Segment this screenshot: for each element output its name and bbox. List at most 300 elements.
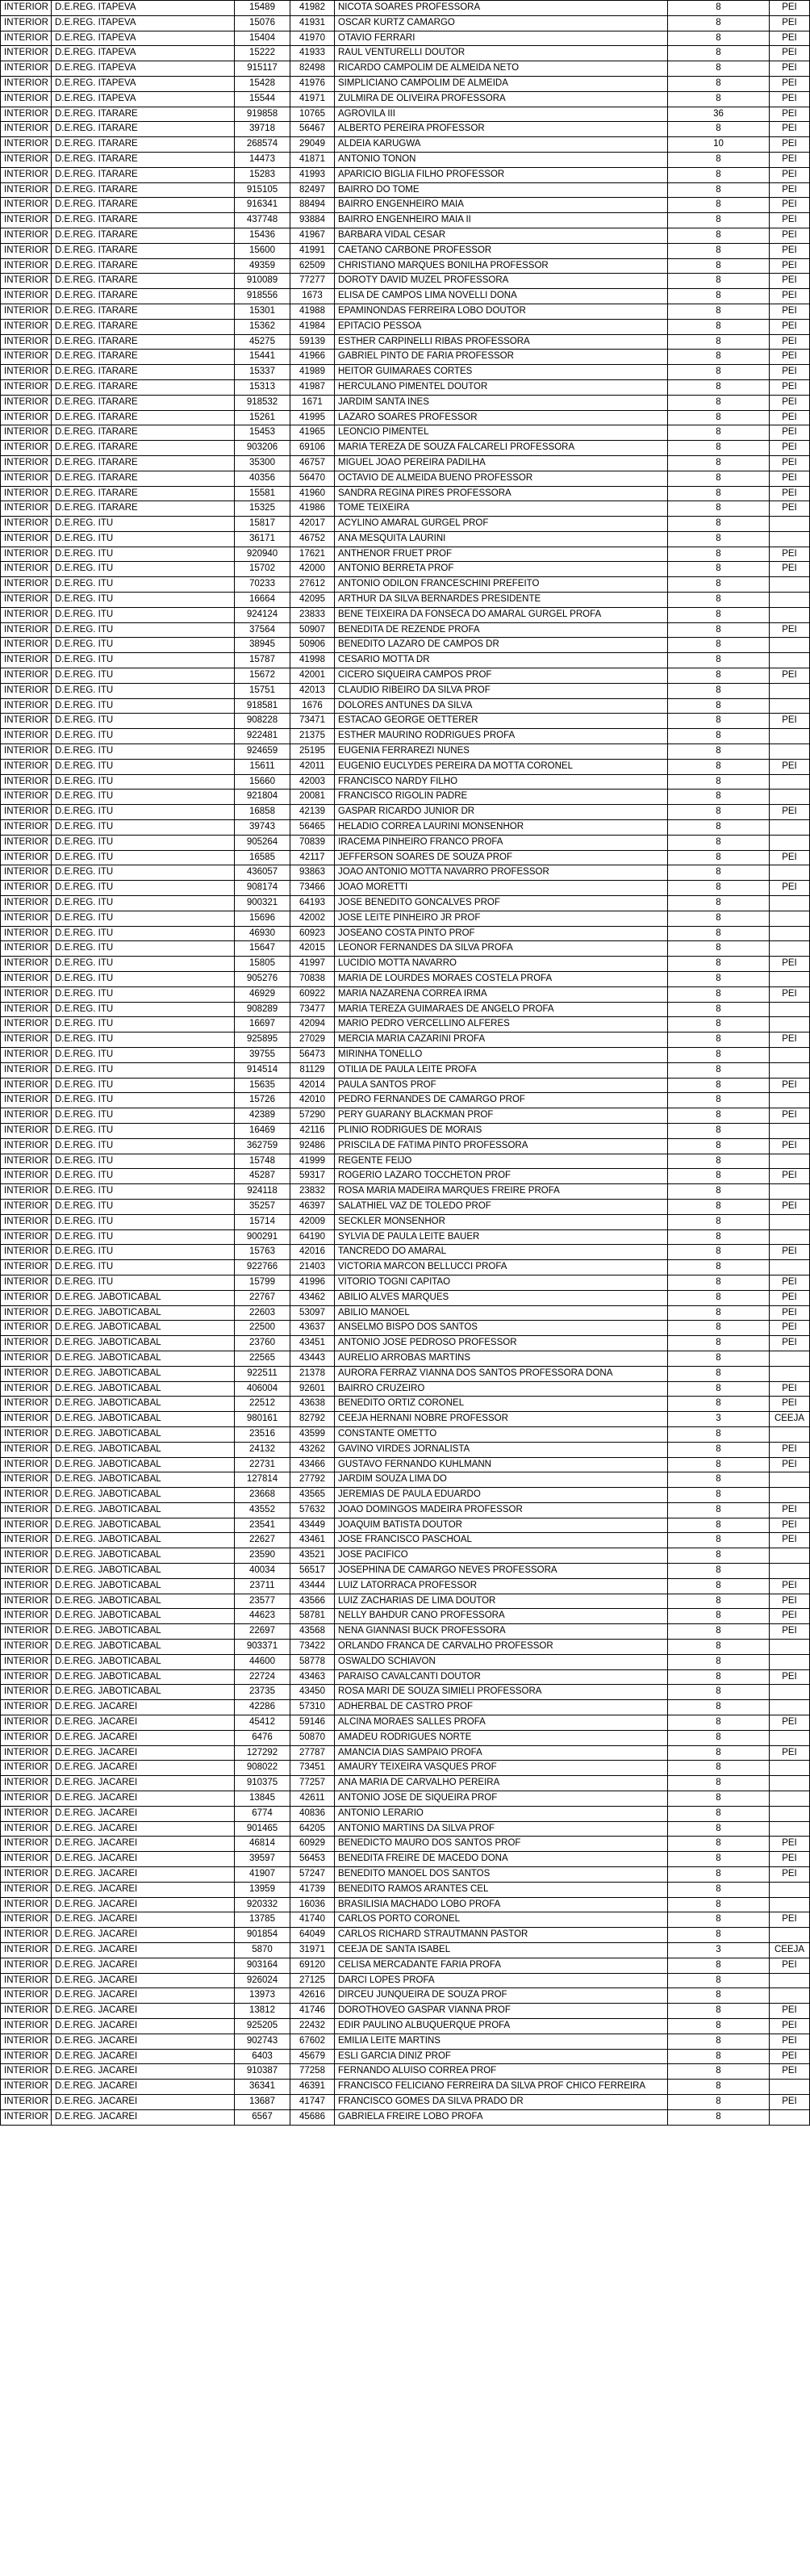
ue-code-cell: 43466 (290, 1457, 335, 1472)
directorate-cell: D.E.REG. JABOTICABAL (52, 1640, 235, 1655)
region-cell: INTERIOR (1, 1381, 52, 1397)
school-name-cell: CHRISTIANO MARQUES BONILHA PROFESSOR (335, 258, 668, 274)
region-cell: INTERIOR (1, 455, 52, 471)
school-name-cell: ANTONIO MARTINS DA SILVA PROF (335, 1821, 668, 1837)
school-name-cell: BENEDICTO MAURO DOS SANTOS PROF (335, 1837, 668, 1852)
ue-code-cell: 42000 (290, 562, 335, 577)
school-name-cell: NELLY BAHDUR CANO PROFESSORA (335, 1609, 668, 1624)
cie-code-cell: 362759 (235, 1138, 290, 1154)
type-cell: PEI (770, 1336, 810, 1351)
directorate-cell: D.E.REG. ITU (52, 1245, 235, 1260)
region-cell: INTERIOR (1, 577, 52, 593)
directorate-cell: D.E.REG. JABOTICABAL (52, 1594, 235, 1609)
region-cell: INTERIOR (1, 410, 52, 425)
table-row (1, 61, 810, 77)
directorate-cell: D.E.REG. ITU (52, 638, 235, 653)
school-name-cell: ELISA DE CAMPOS LIMA NOVELLI DONA (335, 289, 668, 304)
ue-code-cell: 42015 (290, 941, 335, 957)
region-cell: INTERIOR (1, 622, 52, 638)
directorate-cell: D.E.REG. JACAREI (52, 1806, 235, 1821)
school-name-cell: PLINIO RODRIGUES DE MORAIS (335, 1123, 668, 1138)
ue-code-cell: 41967 (290, 228, 335, 243)
table-row (1, 714, 810, 729)
region-cell: INTERIOR (1, 15, 52, 31)
type-cell: PEI (770, 1305, 810, 1321)
school-name-cell: GUSTAVO FERNANDO KUHLMANN (335, 1457, 668, 1472)
type-cell: PEI (770, 501, 810, 517)
type-cell: PEI (770, 1578, 810, 1594)
school-name-cell: ESTHER CARPINELLI RIBAS PROFESSORA (335, 334, 668, 350)
ue-code-cell: 41999 (290, 1154, 335, 1169)
cie-code-cell: 22512 (235, 1397, 290, 1412)
directorate-cell: D.E.REG. JACAREI (52, 1882, 235, 1897)
cie-code-cell: 924659 (235, 744, 290, 760)
school-name-cell: SIMPLICIANO CAMPOLIM DE ALMEIDA (335, 76, 668, 91)
table-row (1, 1426, 810, 1442)
region-cell: INTERIOR (1, 547, 52, 562)
type-cell (770, 531, 810, 547)
school-name-cell: JEFFERSON SOARES DE SOUZA PROF (335, 850, 668, 865)
table-row (1, 2018, 810, 2034)
table-row (1, 805, 810, 820)
ue-code-cell: 43566 (290, 1594, 335, 1609)
school-name-cell: PARAISO CAVALCANTI DOUTOR (335, 1669, 668, 1685)
ue-code-cell: 53097 (290, 1305, 335, 1321)
school-name-cell: MIRINHA TONELLO (335, 1047, 668, 1062)
count-cell: 8 (668, 1700, 770, 1715)
count-cell: 8 (668, 395, 770, 410)
count-cell: 8 (668, 2004, 770, 2019)
region-cell: INTERIOR (1, 365, 52, 380)
ue-code-cell: 29049 (290, 137, 335, 153)
cie-code-cell: 16469 (235, 1123, 290, 1138)
cie-code-cell: 15544 (235, 91, 290, 107)
region-cell: INTERIOR (1, 896, 52, 911)
count-cell: 8 (668, 577, 770, 593)
school-name-cell: DOROTHOVEO GASPAR VIANNA PROF (335, 2004, 668, 2019)
ue-code-cell: 27787 (290, 1745, 335, 1761)
cie-code-cell: 980161 (235, 1412, 290, 1427)
type-cell: PEI (770, 1715, 810, 1731)
cie-code-cell: 36341 (235, 2080, 290, 2095)
directorate-cell: D.E.REG. ITARARE (52, 137, 235, 153)
type-cell (770, 1002, 810, 1017)
cie-code-cell: 406004 (235, 1381, 290, 1397)
school-name-cell: CARLOS PORTO CORONEL (335, 1912, 668, 1928)
school-name-cell: JEREMIAS DE PAULA EDUARDO (335, 1488, 668, 1503)
directorate-cell: D.E.REG. ITU (52, 774, 235, 790)
region-cell: INTERIOR (1, 1654, 52, 1669)
count-cell: 8 (668, 1002, 770, 1017)
cie-code-cell: 15489 (235, 1, 290, 16)
region-cell: INTERIOR (1, 395, 52, 410)
ue-code-cell: 82792 (290, 1412, 335, 1427)
cie-code-cell: 910387 (235, 2064, 290, 2080)
count-cell: 8 (668, 881, 770, 896)
table-row (1, 1138, 810, 1154)
table-row (1, 441, 810, 456)
school-name-cell: ACYLINO AMARAL GURGEL PROF (335, 517, 668, 532)
ue-code-cell: 50906 (290, 638, 335, 653)
count-cell: 8 (668, 926, 770, 941)
table-row (1, 213, 810, 228)
type-cell: PEI (770, 547, 810, 562)
count-cell: 8 (668, 744, 770, 760)
region-cell: INTERIOR (1, 350, 52, 365)
region-cell: INTERIOR (1, 1397, 52, 1412)
region-cell: INTERIOR (1, 1502, 52, 1518)
type-cell (770, 896, 810, 911)
type-cell: PEI (770, 622, 810, 638)
count-cell: 8 (668, 1351, 770, 1366)
school-name-cell: JOSE BENEDITO GONCALVES PROF (335, 896, 668, 911)
school-name-cell: ANTONIO BERRETA PROF (335, 562, 668, 577)
count-cell: 8 (668, 911, 770, 926)
directorate-cell: D.E.REG. JACAREI (52, 1988, 235, 2004)
directorate-cell: D.E.REG. ITARARE (52, 122, 235, 137)
region-cell: INTERIOR (1, 1123, 52, 1138)
cie-code-cell: 436057 (235, 865, 290, 881)
count-cell: 8 (668, 501, 770, 517)
cie-code-cell: 15313 (235, 379, 290, 395)
table-row (1, 228, 810, 243)
type-cell: PEI (770, 1108, 810, 1124)
type-cell: PEI (770, 379, 810, 395)
table-row (1, 182, 810, 198)
ue-code-cell: 40836 (290, 1806, 335, 1821)
count-cell: 8 (668, 274, 770, 289)
directorate-cell: D.E.REG. JACAREI (52, 1700, 235, 1715)
school-name-cell: FERNANDO ALUISO CORREA PROF (335, 2064, 668, 2080)
cie-code-cell: 13959 (235, 1882, 290, 1897)
ue-code-cell: 62509 (290, 258, 335, 274)
region-cell: INTERIOR (1, 1199, 52, 1214)
school-name-cell: EUGENIA FERRAREZI NUNES (335, 744, 668, 760)
cie-code-cell: 919858 (235, 107, 290, 122)
type-cell: PEI (770, 562, 810, 577)
ue-code-cell: 21403 (290, 1260, 335, 1275)
ue-code-cell: 43461 (290, 1533, 335, 1548)
region-cell: INTERIOR (1, 1290, 52, 1305)
cie-code-cell: 922766 (235, 1260, 290, 1275)
ue-code-cell: 1676 (290, 698, 335, 714)
region-cell: INTERIOR (1, 1776, 52, 1791)
type-cell (770, 1821, 810, 1837)
directorate-cell: D.E.REG. ITARARE (52, 258, 235, 274)
directorate-cell: D.E.REG. ITU (52, 986, 235, 1002)
table-row (1, 91, 810, 107)
directorate-cell: D.E.REG. ITU (52, 941, 235, 957)
type-cell (770, 607, 810, 622)
ue-code-cell: 41989 (290, 365, 335, 380)
cie-code-cell: 70233 (235, 577, 290, 593)
table-row (1, 137, 810, 153)
directorate-cell: D.E.REG. ITU (52, 1078, 235, 1093)
table-row (1, 1776, 810, 1791)
school-name-cell: ALCINA MORAES SALLES PROFA (335, 1715, 668, 1731)
directorate-cell: D.E.REG. ITARARE (52, 501, 235, 517)
count-cell: 8 (668, 304, 770, 319)
directorate-cell: D.E.REG. ITAPEVA (52, 15, 235, 31)
ue-code-cell: 1673 (290, 289, 335, 304)
directorate-cell: D.E.REG. ITU (52, 1214, 235, 1229)
cie-code-cell: 910375 (235, 1776, 290, 1791)
table-row (1, 622, 810, 638)
table-row (1, 1154, 810, 1169)
cie-code-cell: 908289 (235, 1002, 290, 1017)
table-row (1, 1867, 810, 1883)
cie-code-cell: 39755 (235, 1047, 290, 1062)
table-row (1, 15, 810, 31)
count-cell: 8 (668, 46, 770, 61)
ue-code-cell: 46752 (290, 531, 335, 547)
cie-code-cell: 15805 (235, 957, 290, 972)
school-name-cell: CONSTANTE OMETTO (335, 1426, 668, 1442)
cie-code-cell: 49359 (235, 258, 290, 274)
ue-code-cell: 27612 (290, 577, 335, 593)
count-cell: 8 (668, 1669, 770, 1685)
count-cell: 8 (668, 850, 770, 865)
region-cell: INTERIOR (1, 1336, 52, 1351)
cie-code-cell: 268574 (235, 137, 290, 153)
table-row (1, 379, 810, 395)
count-cell: 8 (668, 1062, 770, 1078)
type-cell (770, 1730, 810, 1745)
count-cell: 8 (668, 1867, 770, 1883)
school-name-cell: SALATHIEL VAZ DE TOLEDO PROF (335, 1199, 668, 1214)
directorate-cell: D.E.REG. ITARARE (52, 107, 235, 122)
school-name-cell: BRASILISIA MACHADO LOBO PROFA (335, 1897, 668, 1912)
region-cell: INTERIOR (1, 820, 52, 836)
school-name-cell: RICARDO CAMPOLIM DE ALMEIDA NETO (335, 61, 668, 77)
count-cell: 8 (668, 714, 770, 729)
table-row (1, 1260, 810, 1275)
school-name-cell: BENEDITA DE REZENDE PROFA (335, 622, 668, 638)
region-cell: INTERIOR (1, 1366, 52, 1381)
table-row (1, 1472, 810, 1488)
type-cell: PEI (770, 1852, 810, 1867)
region-cell: INTERIOR (1, 774, 52, 790)
school-name-cell: FRANCISCO RIGOLIN PADRE (335, 790, 668, 805)
directorate-cell: D.E.REG. ITARARE (52, 228, 235, 243)
type-cell: PEI (770, 1609, 810, 1624)
school-name-cell: ESLI GARCIA DINIZ PROF (335, 2049, 668, 2064)
cie-code-cell: 46930 (235, 926, 290, 941)
count-cell: 8 (668, 1882, 770, 1897)
ue-code-cell: 41993 (290, 167, 335, 182)
cie-code-cell: 15453 (235, 425, 290, 441)
region-cell: INTERIOR (1, 1518, 52, 1533)
cie-code-cell: 15362 (235, 319, 290, 334)
school-name-cell: ANTONIO JOSE PEDROSO PROFESSOR (335, 1336, 668, 1351)
region-cell: INTERIOR (1, 1988, 52, 2004)
region-cell: INTERIOR (1, 1821, 52, 1837)
school-name-cell: CLAUDIO RIBEIRO DA SILVA PROF (335, 683, 668, 698)
table-row (1, 1199, 810, 1214)
region-cell: INTERIOR (1, 76, 52, 91)
ue-code-cell: 42616 (290, 1988, 335, 2004)
count-cell: 8 (668, 365, 770, 380)
cie-code-cell: 908022 (235, 1761, 290, 1776)
table-row (1, 729, 810, 744)
count-cell: 8 (668, 1609, 770, 1624)
type-cell: PEI (770, 471, 810, 486)
school-name-cell: BAIRRO ENGENHEIRO MAIA II (335, 213, 668, 228)
count-cell: 8 (668, 774, 770, 790)
cie-code-cell: 22500 (235, 1321, 290, 1336)
type-cell (770, 926, 810, 941)
table-row (1, 122, 810, 137)
ue-code-cell: 60929 (290, 1837, 335, 1852)
region-cell: INTERIOR (1, 593, 52, 608)
ue-code-cell: 43462 (290, 1290, 335, 1305)
type-cell: PEI (770, 304, 810, 319)
directorate-cell: D.E.REG. ITU (52, 577, 235, 593)
type-cell: PEI (770, 289, 810, 304)
type-cell (770, 911, 810, 926)
directorate-cell: D.E.REG. ITU (52, 1108, 235, 1124)
ue-code-cell: 45679 (290, 2049, 335, 2064)
ue-code-cell: 43638 (290, 1397, 335, 1412)
directorate-cell: D.E.REG. ITU (52, 1047, 235, 1062)
table-row (1, 2094, 810, 2109)
table-row (1, 668, 810, 684)
count-cell: 8 (668, 729, 770, 744)
school-name-cell: DIRCEU JUNQUEIRA DE SOUZA PROF (335, 1988, 668, 2004)
school-name-cell: PRISCILA DE FATIMA PINTO PROFESSORA (335, 1138, 668, 1154)
school-name-cell: ABILIO MANOEL (335, 1305, 668, 1321)
school-name-cell: AMADEU RODRIGUES NORTE (335, 1730, 668, 1745)
cie-code-cell: 15714 (235, 1214, 290, 1229)
cie-code-cell: 44600 (235, 1654, 290, 1669)
school-name-cell: BENEDITA FREIRE DE MACEDO DONA (335, 1852, 668, 1867)
region-cell: INTERIOR (1, 61, 52, 77)
region-cell: INTERIOR (1, 1761, 52, 1776)
cie-code-cell: 35300 (235, 455, 290, 471)
directorate-cell: D.E.REG. JACAREI (52, 1821, 235, 1837)
count-cell: 8 (668, 76, 770, 91)
count-cell: 8 (668, 198, 770, 213)
count-cell: 8 (668, 1564, 770, 1579)
school-name-cell: JOAO DOMINGOS MADEIRA PROFESSOR (335, 1502, 668, 1518)
directorate-cell: D.E.REG. ITU (52, 1032, 235, 1048)
directorate-cell: D.E.REG. JACAREI (52, 1943, 235, 1958)
directorate-cell: D.E.REG. ITARARE (52, 486, 235, 501)
table-row (1, 1973, 810, 1988)
cie-code-cell: 127814 (235, 1472, 290, 1488)
region-cell: INTERIOR (1, 941, 52, 957)
count-cell: 8 (668, 2034, 770, 2049)
ue-code-cell: 43521 (290, 1548, 335, 1564)
school-name-cell: GASPAR RICARDO JUNIOR DR (335, 805, 668, 820)
type-cell (770, 1700, 810, 1715)
table-row (1, 350, 810, 365)
directorate-cell: D.E.REG. ITU (52, 1062, 235, 1078)
table-row (1, 790, 810, 805)
count-cell: 8 (668, 410, 770, 425)
table-row (1, 1640, 810, 1655)
cie-code-cell: 22697 (235, 1624, 290, 1640)
ue-code-cell: 58778 (290, 1654, 335, 1669)
count-cell: 8 (668, 1047, 770, 1062)
ue-code-cell: 50870 (290, 1730, 335, 1745)
region-cell: INTERIOR (1, 1609, 52, 1624)
school-name-cell: SECKLER MONSENHOR (335, 1214, 668, 1229)
school-name-cell: ESTACAO GEORGE OETTERER (335, 714, 668, 729)
type-cell: PEI (770, 198, 810, 213)
school-name-cell: MARIA DE LOURDES MORAES COSTELA PROFA (335, 972, 668, 987)
count-cell: 8 (668, 1199, 770, 1214)
directorate-cell: D.E.REG. ITARARE (52, 243, 235, 258)
ue-code-cell: 43444 (290, 1578, 335, 1594)
cie-code-cell: 15748 (235, 1154, 290, 1169)
count-cell: 8 (668, 759, 770, 774)
school-name-cell: DARCI LOPES PROFA (335, 1973, 668, 1988)
count-cell: 8 (668, 1730, 770, 1745)
region-cell: INTERIOR (1, 1426, 52, 1442)
cie-code-cell: 13687 (235, 2094, 290, 2109)
table-row (1, 1715, 810, 1731)
count-cell: 8 (668, 1214, 770, 1229)
table-row (1, 850, 810, 865)
region-cell: INTERIOR (1, 2109, 52, 2125)
cie-code-cell: 22767 (235, 1290, 290, 1305)
type-cell (770, 1184, 810, 1200)
region-cell: INTERIOR (1, 729, 52, 744)
cie-code-cell: 46814 (235, 1837, 290, 1852)
count-cell: 8 (668, 865, 770, 881)
count-cell: 8 (668, 941, 770, 957)
table-row (1, 1594, 810, 1609)
count-cell: 8 (668, 1852, 770, 1867)
directorate-cell: D.E.REG. ITU (52, 865, 235, 881)
cie-code-cell: 24132 (235, 1442, 290, 1457)
count-cell: 8 (668, 1229, 770, 1245)
region-cell: INTERIOR (1, 865, 52, 881)
count-cell: 8 (668, 1685, 770, 1700)
ue-code-cell: 41996 (290, 1275, 335, 1290)
table-row (1, 1245, 810, 1260)
count-cell: 8 (668, 1715, 770, 1731)
cie-code-cell: 13845 (235, 1791, 290, 1807)
directorate-cell: D.E.REG. JACAREI (52, 2018, 235, 2034)
region-cell: INTERIOR (1, 2004, 52, 2019)
count-cell: 8 (668, 1426, 770, 1442)
ue-code-cell: 42014 (290, 1078, 335, 1093)
region-cell: INTERIOR (1, 2080, 52, 2095)
type-cell: PEI (770, 319, 810, 334)
region-cell: INTERIOR (1, 668, 52, 684)
type-cell (770, 1685, 810, 1700)
ue-code-cell: 42095 (290, 593, 335, 608)
school-name-cell: NENA GIANNASI BUCK PROFESSORA (335, 1624, 668, 1640)
count-cell: 8 (668, 1761, 770, 1776)
region-cell: INTERIOR (1, 714, 52, 729)
school-name-cell: JARDIM SANTA INES (335, 395, 668, 410)
count-cell: 8 (668, 486, 770, 501)
ue-code-cell: 46397 (290, 1199, 335, 1214)
ue-code-cell: 41995 (290, 410, 335, 425)
ue-code-cell: 56467 (290, 122, 335, 137)
count-cell: 8 (668, 957, 770, 972)
region-cell: INTERIOR (1, 638, 52, 653)
school-name-cell: BENEDITO ORTIZ CORONEL (335, 1397, 668, 1412)
directorate-cell: D.E.REG. ITU (52, 517, 235, 532)
table-row (1, 1032, 810, 1048)
type-cell: PEI (770, 1, 810, 16)
type-cell (770, 1260, 810, 1275)
type-cell: PEI (770, 1138, 810, 1154)
